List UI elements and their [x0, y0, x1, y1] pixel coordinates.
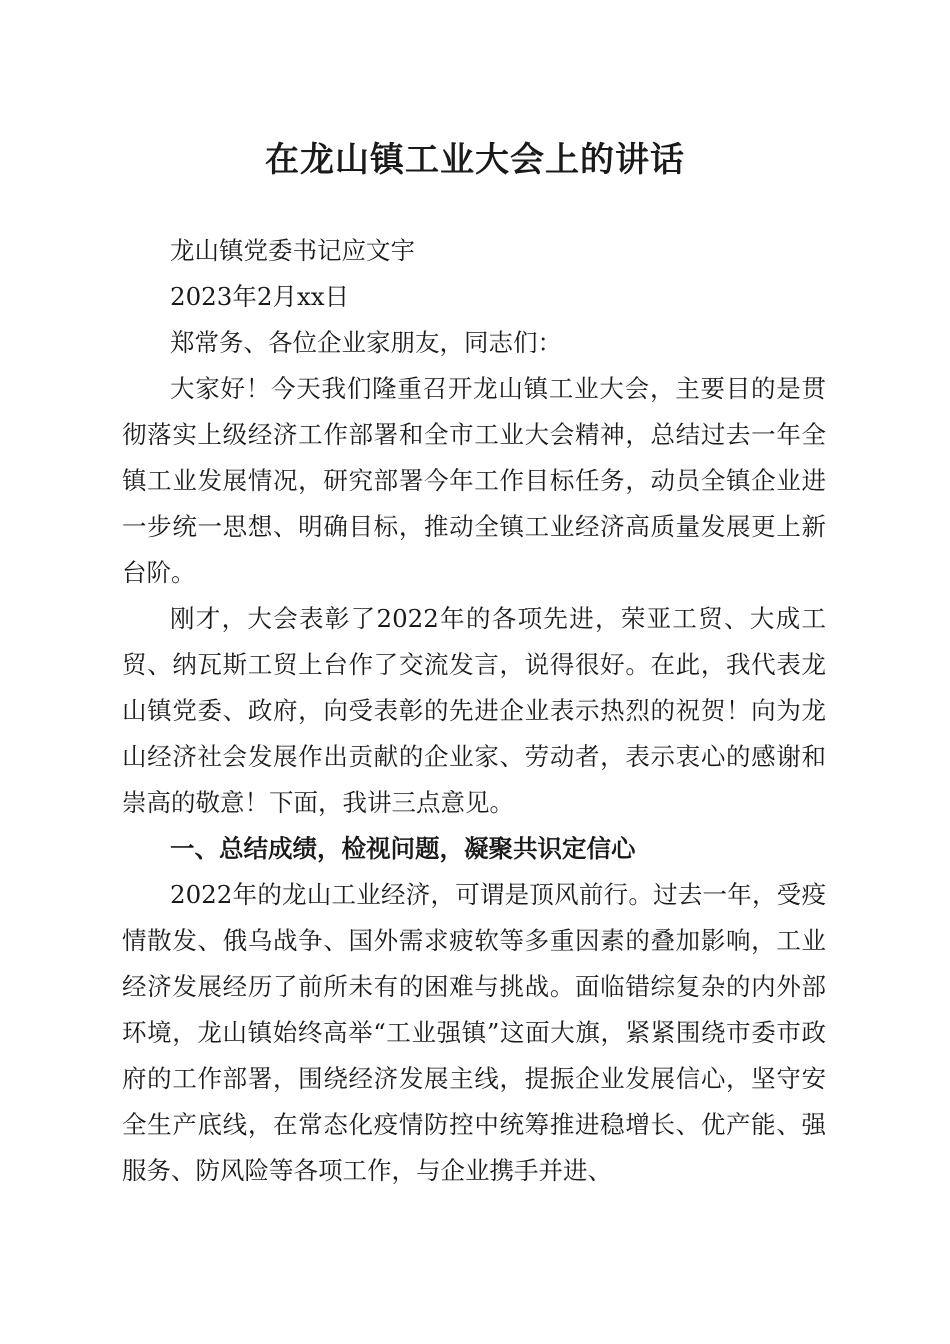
author-line: 龙山镇党委书记应文宇 — [170, 236, 415, 265]
date-line: 2023年2月xx日 — [170, 282, 350, 311]
salutation: 郑常务、各位企业家朋友，同志们： — [170, 328, 562, 357]
paragraph: 2022年的龙山工业经济，可谓是顶风前行。过去一年，受疫情散发、俄乌战争、国外需求疲软等多重因素的叠加影响，工业经济发展经历了前所未有的困难与挑战。面临错综复杂的内外部环境，龙山镇始终高举“工业强镇”这面大旗，紧紧围绕市委市政府的工作部署，围绕经济发展主线，提振企业发展信心，坚守安全生产底线，在常态化疫情防控中统筹推进稳增长、优产能、强服务、防风险等各项工作，与企业携手并进、 — [122, 880, 826, 1185]
paragraph: 刚才，大会表彰了2022年的各项先进，荣亚工贸、大成工贸、纳瓦斯工贸上台作了交流发言，说得很好。在此，我代表龙山镇党委、政府，向受表彰的先进企业表示热烈的祝贺！向为龙山经济社会发展作出贡献的企业家、劳动者，表示衷心的感谢和崇高的敬意！下面，我讲三点意见。 — [122, 604, 826, 817]
paragraph: 大家好！今天我们隆重召开龙山镇工业大会，主要目的是贯彻落实上级经济工作部署和全市工业大会精神，总结过去一年全镇工业发展情况，研究部署今年工作目标任务，动员全镇企业进一步统一思想、明确目标，推动全镇工业经济高质量发展更上新台阶。 — [122, 374, 826, 587]
document-title: 在龙山镇工业大会上的讲话 — [265, 140, 685, 180]
section-heading: 一、总结成绩，检视问题，凝聚共识定信心 — [170, 834, 636, 863]
document-body — [122, 228, 826, 1194]
